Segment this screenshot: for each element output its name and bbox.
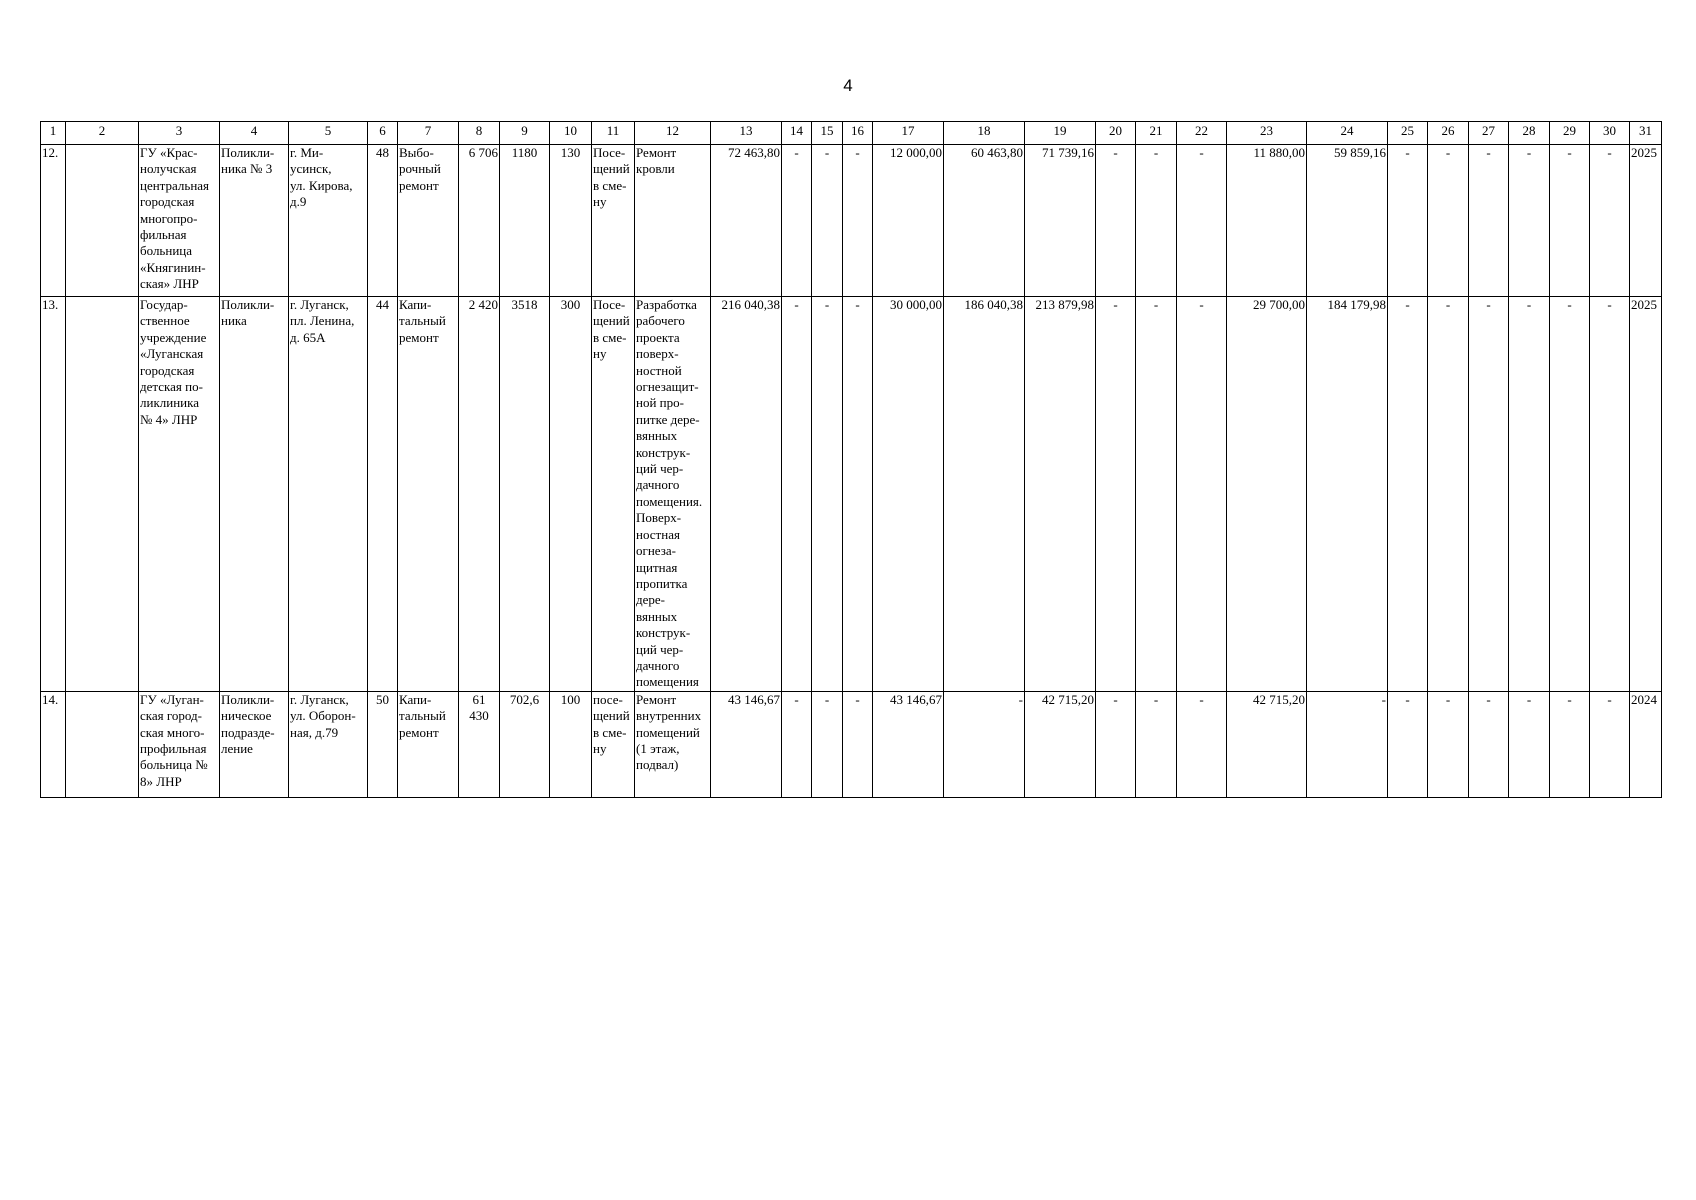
table-cell-col-18: 60 463,80 — [944, 145, 1025, 297]
table-cell-col-5: г. Луганск, ул. Оборон- ная, д.79 — [289, 691, 368, 797]
column-number-cell: 26 — [1428, 122, 1469, 145]
column-number-cell: 11 — [592, 122, 635, 145]
table-cell-col-10: 300 — [550, 297, 592, 692]
table-cell-col-10: 100 — [550, 691, 592, 797]
table-cell-col-1: 12. — [41, 145, 66, 297]
table-cell-col-21: - — [1136, 145, 1177, 297]
table-cell-col-18: 186 040,38 — [944, 297, 1025, 692]
repair-program-table — [40, 121, 1662, 798]
table-cell-col-26: - — [1428, 691, 1469, 797]
table-cell-col-17: 12 000,00 — [873, 145, 944, 297]
table-cell-col-2 — [66, 691, 139, 797]
table-cell-col-14: - — [782, 297, 812, 692]
table-cell-col-24: 59 859,16 — [1307, 145, 1388, 297]
table-cell-col-29: - — [1550, 145, 1590, 297]
table-cell-col-28: - — [1509, 145, 1550, 297]
table-cell-col-5: г. Луганск, пл. Ленина, д. 65А — [289, 297, 368, 692]
table-cell-col-7: Капи- тальный ремонт — [398, 297, 459, 692]
table-cell-col-16: - — [843, 145, 873, 297]
column-number-cell: 5 — [289, 122, 368, 145]
table-cell-col-14: - — [782, 691, 812, 797]
table-cell-col-5: г. Ми- усинск, ул. Кирова, д.9 — [289, 145, 368, 297]
table-cell-col-8: 61 430 — [459, 691, 500, 797]
column-number-cell: 17 — [873, 122, 944, 145]
table-cell-col-9: 702,6 — [500, 691, 550, 797]
table-cell-col-6: 44 — [368, 297, 398, 692]
column-number-cell: 12 — [635, 122, 711, 145]
column-number-cell: 10 — [550, 122, 592, 145]
table-cell-col-6: 50 — [368, 691, 398, 797]
table-cell-col-19: 42 715,20 — [1025, 691, 1096, 797]
column-number-cell: 20 — [1096, 122, 1136, 145]
column-number-cell: 6 — [368, 122, 398, 145]
table-cell-col-25: - — [1388, 691, 1428, 797]
table-cell-col-6: 48 — [368, 145, 398, 297]
column-number-cell: 22 — [1177, 122, 1227, 145]
table-cell-col-31: 2024 — [1630, 691, 1662, 797]
table-cell-col-21: - — [1136, 691, 1177, 797]
table-cell-col-30: - — [1590, 297, 1630, 692]
column-number-cell: 19 — [1025, 122, 1096, 145]
table-cell-col-26: - — [1428, 145, 1469, 297]
column-number-cell: 31 — [1630, 122, 1662, 145]
table-cell-col-23: 11 880,00 — [1227, 145, 1307, 297]
table-cell-col-9: 1180 — [500, 145, 550, 297]
table-cell-col-23: 42 715,20 — [1227, 691, 1307, 797]
table-cell-col-22: - — [1177, 145, 1227, 297]
table-cell-col-20: - — [1096, 297, 1136, 692]
table-cell-col-29: - — [1550, 297, 1590, 692]
column-number-cell: 24 — [1307, 122, 1388, 145]
column-number-cell: 15 — [812, 122, 843, 145]
table-cell-col-27: - — [1469, 691, 1509, 797]
table-cell-col-9: 3518 — [500, 297, 550, 692]
table-cell-col-24: - — [1307, 691, 1388, 797]
table-cell-col-2 — [66, 297, 139, 692]
table-cell-col-12: Ремонт внутренних помещений (1 этаж, подвал) — [635, 691, 711, 797]
table-cell-col-13: 72 463,80 — [711, 145, 782, 297]
column-number-row — [41, 122, 1662, 145]
table-cell-col-1: 13. — [41, 297, 66, 692]
table-cell-col-3: ГУ «Луган- ская город- ская много- профильная больница № 8» ЛНР — [139, 691, 220, 797]
column-number-cell: 29 — [1550, 122, 1590, 145]
page-number: 4 — [843, 76, 853, 95]
column-number-cell: 25 — [1388, 122, 1428, 145]
column-number-cell: 9 — [500, 122, 550, 145]
table-cell-col-30: - — [1590, 691, 1630, 797]
table-cell-col-22: - — [1177, 691, 1227, 797]
table-cell-col-3: ГУ «Крас- нолучская центральная городская многопро- фильная больница «Княгинин- ская» ЛНР — [139, 145, 220, 297]
table-cell-col-28: - — [1509, 297, 1550, 692]
table-cell-col-10: 130 — [550, 145, 592, 297]
table-cell-col-24: 184 179,98 — [1307, 297, 1388, 692]
column-number-cell: 23 — [1227, 122, 1307, 145]
table-cell-col-11: Посе- щений в сме- ну — [592, 297, 635, 692]
column-number-cell: 28 — [1509, 122, 1550, 145]
table-cell-col-7: Капи- тальный ремонт — [398, 691, 459, 797]
table-cell-col-21: - — [1136, 297, 1177, 692]
table-cell-col-4: Поликли- ника № 3 — [220, 145, 289, 297]
table-cell-col-27: - — [1469, 145, 1509, 297]
table-cell-col-2 — [66, 145, 139, 297]
table-cell-col-31: 2025 — [1630, 297, 1662, 692]
table-cell-col-16: - — [843, 691, 873, 797]
table-cell-col-4: Поликли- ническое подразде- ление — [220, 691, 289, 797]
column-number-cell: 3 — [139, 122, 220, 145]
table-cell-col-19: 71 739,16 — [1025, 145, 1096, 297]
table-cell-col-12: Ремонт кровли — [635, 145, 711, 297]
table-cell-col-14: - — [782, 145, 812, 297]
table-cell-col-31: 2025 — [1630, 145, 1662, 297]
column-number-cell: 7 — [398, 122, 459, 145]
column-number-cell: 16 — [843, 122, 873, 145]
table-row — [41, 691, 1662, 797]
table-cell-col-8: 2 420 — [459, 297, 500, 692]
table-cell-col-25: - — [1388, 297, 1428, 692]
column-number-cell: 4 — [220, 122, 289, 145]
table-cell-col-17: 43 146,67 — [873, 691, 944, 797]
table-cell-col-19: 213 879,98 — [1025, 297, 1096, 692]
table-cell-col-13: 216 040,38 — [711, 297, 782, 692]
table-cell-col-3: Государ- ственное учреждение «Луганская городская детская по- ликлиника № 4» ЛНР — [139, 297, 220, 692]
column-number-cell: 8 — [459, 122, 500, 145]
table-cell-col-12: Разработка рабочего проекта поверх- ностной огнезащит- ной про- питке дере- вянных конструк- ций чер- дачного помещения. Поверх- ностная огнеза- щитная пропитка дере- вянных конструк- ций чер- дачного помещения — [635, 297, 711, 692]
column-number-cell: 18 — [944, 122, 1025, 145]
column-number-cell: 21 — [1136, 122, 1177, 145]
column-number-cell: 2 — [66, 122, 139, 145]
table-cell-col-27: - — [1469, 297, 1509, 692]
column-number-cell: 14 — [782, 122, 812, 145]
table-cell-col-30: - — [1590, 145, 1630, 297]
table-cell-col-18: - — [944, 691, 1025, 797]
column-number-cell: 27 — [1469, 122, 1509, 145]
table-cell-col-4: Поликли- ника — [220, 297, 289, 692]
table-cell-col-11: Посе- щений в сме- ну — [592, 145, 635, 297]
table-cell-col-15: - — [812, 297, 843, 692]
table-cell-col-23: 29 700,00 — [1227, 297, 1307, 692]
table-cell-col-29: - — [1550, 691, 1590, 797]
table-cell-col-8: 6 706 — [459, 145, 500, 297]
table-cell-col-25: - — [1388, 145, 1428, 297]
table-cell-col-15: - — [812, 691, 843, 797]
column-number-cell: 1 — [41, 122, 66, 145]
table-cell-col-11: посе- щений в сме- ну — [592, 691, 635, 797]
table-cell-col-7: Выбо- рочный ремонт — [398, 145, 459, 297]
table-cell-col-13: 43 146,67 — [711, 691, 782, 797]
table-cell-col-20: - — [1096, 145, 1136, 297]
table-row — [41, 297, 1662, 692]
table-cell-col-16: - — [843, 297, 873, 692]
table-cell-col-22: - — [1177, 297, 1227, 692]
table-row — [41, 145, 1662, 297]
table-cell-col-26: - — [1428, 297, 1469, 692]
table-cell-col-15: - — [812, 145, 843, 297]
table-cell-col-17: 30 000,00 — [873, 297, 944, 692]
table-cell-col-1: 14. — [41, 691, 66, 797]
table-cell-col-28: - — [1509, 691, 1550, 797]
column-number-cell: 13 — [711, 122, 782, 145]
table-cell-col-20: - — [1096, 691, 1136, 797]
column-number-cell: 30 — [1590, 122, 1630, 145]
